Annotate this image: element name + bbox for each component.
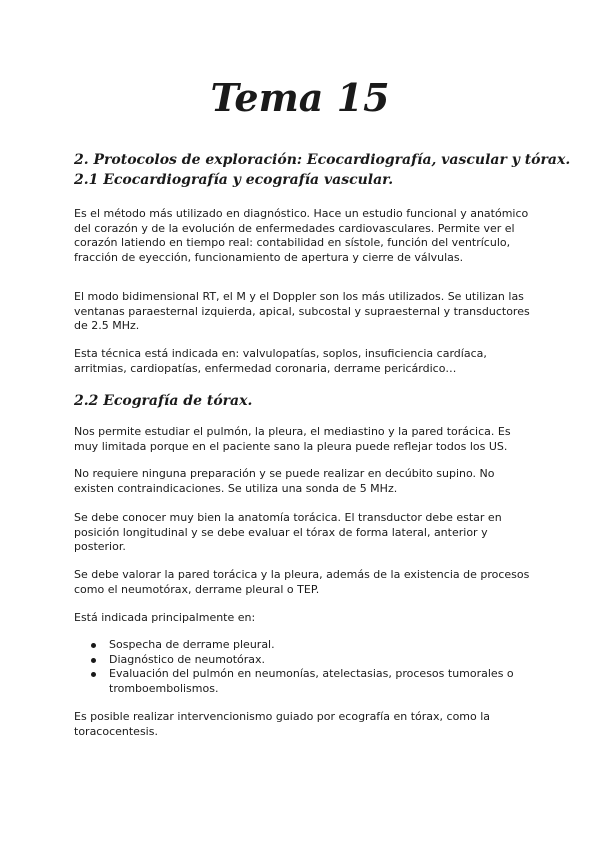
list-item-text: Diagnóstico de neumotórax. (109, 652, 266, 666)
section-heading: 2. Protocolos de exploración: Ecocardiografía, vascular y tórax. (74, 152, 571, 168)
paragraph-closing: Es posible realizar intervencionismo guiado por ecografía en tórax, como la toracocentesis. (74, 710, 491, 738)
paragraph-eco-intro: Es el método más utilizado en diagnóstico. Hace un estudio funcional y anatómico del corazón y de la evolución de enfermedades cardiovasculares. Permite ver el corazón latiendo en tiempo real: contabilidad en sístole, función del ventrículo, fracción de eyección, funcionamiento de apertura y cierre de válvulas. (74, 207, 529, 264)
subsection-heading-ecocardiografia: 2.1 Ecocardiografía y ecografía vascular. (74, 172, 394, 188)
bullet-icon (91, 658, 96, 663)
list-item (74, 638, 530, 653)
paragraph-torax-preparation: No requiere ninguna preparación y se puede realizar en decúbito supino. No existen contraindicaciones. Se utiliza una sonda de 5 MHz. (74, 467, 495, 495)
bullet-icon (91, 643, 96, 648)
paragraph-eco-modes: El modo bidimensional RT, el M y el Doppler son los más utilizados. Se utilizan las ventanas paraesternal izquierda, apical, subcostal y supraesternal y transductores de 2.5 MHz. (74, 290, 530, 333)
list-item (74, 667, 530, 696)
bullet-icon (91, 672, 96, 677)
paragraph-eco-indications: Esta técnica está indicada en: valvulopatías, soplos, insuficiencia cardíaca, arritmias, cardiopatías, enfermedad coronaria, derrame pericárdico… (74, 347, 487, 375)
page-title: Tema 15 (210, 75, 390, 120)
paragraph-torax-anatomy: Se debe conocer muy bien la anatomía torácica. El transductor debe estar en posición longitudinal y se debe evaluar el tórax de forma lateral, anterior y posterior. (74, 511, 502, 554)
indications-list (74, 638, 530, 696)
paragraph-torax-indications-intro: Está indicada principalmente en: (74, 611, 256, 624)
subsection-heading-torax: 2.2 Ecografía de tórax. (74, 393, 253, 409)
paragraph-torax-assessment: Se debe valorar la pared torácica y la pleura, además de la existencia de procesos como el neumotórax, derrame pleural o TEP. (74, 568, 530, 596)
list-item (74, 653, 530, 668)
list-item-text: Evaluación del pulmón en neumonías, atelectasias, procesos tumorales o tromboembolismos. (109, 667, 514, 695)
paragraph-torax-intro: Nos permite estudiar el pulmón, la pleura, el mediastino y la pared torácica. Es muy limitada porque en el paciente sano la pleura puede reflejar todos los US. (74, 425, 511, 453)
list-item-text: Sospecha de derrame pleural. (109, 638, 275, 651)
